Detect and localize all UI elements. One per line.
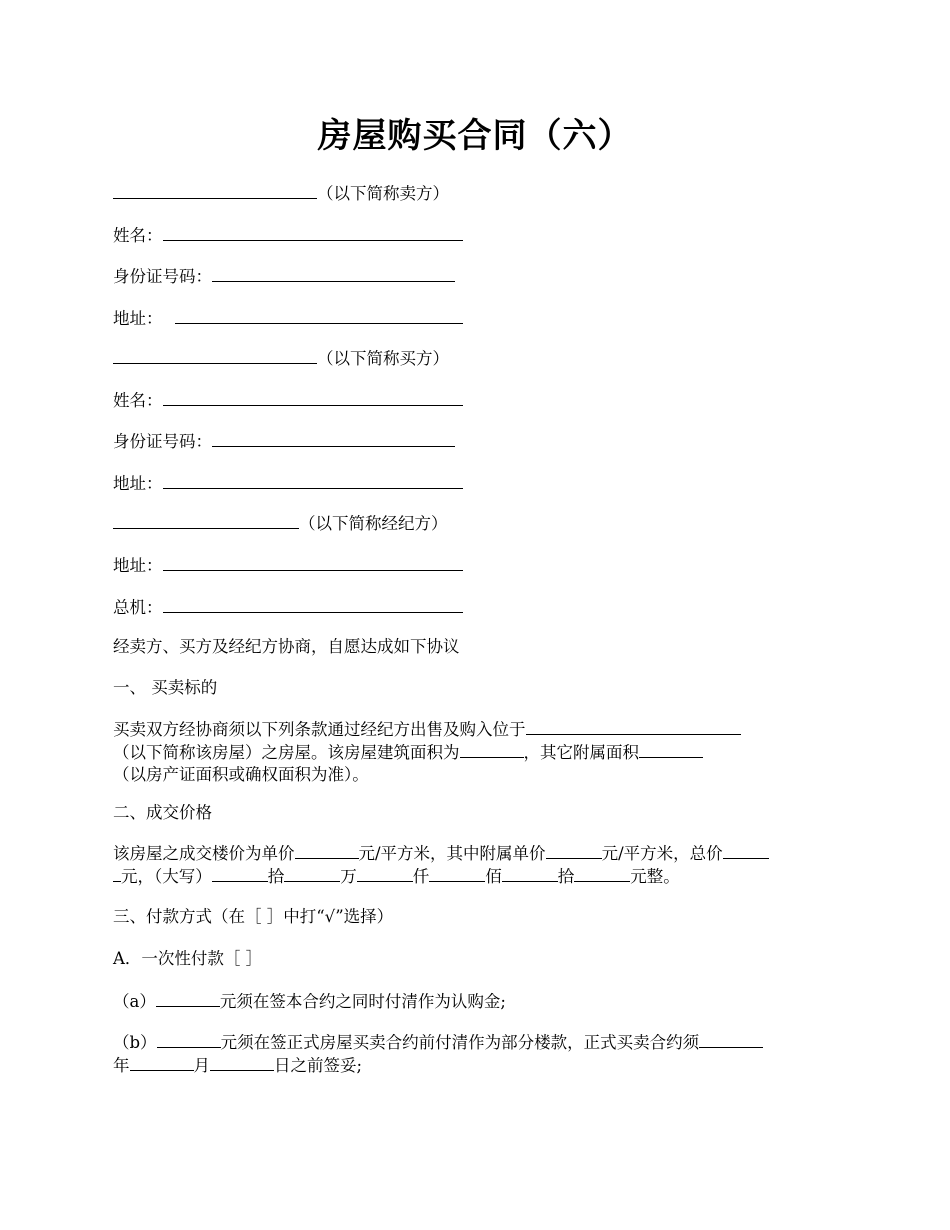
s2-text-d: 元，（大写） <box>121 867 212 886</box>
section-1-line-2 <box>113 740 841 764</box>
buyer-name-blank <box>163 388 463 406</box>
deposit-amount-blank <box>156 989 220 1007</box>
s2-text-f: 万 <box>340 867 357 886</box>
agent-address-label: 地址： <box>113 556 163 575</box>
seller-party-label: （以下简称卖方） <box>317 184 449 203</box>
s1-text-b: （以下简称该房屋）之房屋。该房屋建筑面积为 <box>113 743 460 762</box>
daxie-blank-4 <box>429 864 485 882</box>
s2-text-j: 元整。 <box>630 867 680 886</box>
intro-text: 经卖方、买方及经纪方协商，自愿达成如下协议 <box>113 637 460 656</box>
month-blank <box>130 1053 194 1071</box>
item-a-prefix: （a） <box>113 992 156 1011</box>
year-blank <box>699 1030 763 1048</box>
unit-price-blank <box>295 841 359 859</box>
agent-party-line <box>113 511 841 535</box>
area-blank <box>460 740 524 758</box>
buyer-address-blank <box>163 471 463 489</box>
seller-party-line <box>113 181 841 205</box>
s2-text-i: 拾 <box>557 867 575 886</box>
partial-payment-blank <box>157 1030 221 1048</box>
buyer-name-label: 姓名： <box>113 391 163 410</box>
daxie-blank-6 <box>574 864 630 882</box>
item-a-text: 元须在签本合约之同时付清作为认购金; <box>219 992 506 1011</box>
buyer-id-label: 身份证号码： <box>113 432 212 451</box>
buyer-address-line <box>113 471 841 495</box>
agent-party-label: （以下简称经纪方） <box>299 514 448 533</box>
s2-text-h: 佰 <box>485 867 502 886</box>
buyer-id-blank <box>212 429 455 447</box>
buyer-address-label: 地址： <box>113 474 163 493</box>
agent-phone-label: 总机： <box>113 598 163 617</box>
seller-name-label: 姓名： <box>113 226 163 245</box>
total-price-blank-cont <box>113 864 121 882</box>
year-label: 年 <box>113 1056 130 1075</box>
item-b-prefix: （b） <box>113 1033 157 1052</box>
seller-party-blank <box>113 181 317 199</box>
daxie-blank-3 <box>357 864 413 882</box>
agent-address-blank <box>163 553 463 571</box>
seller-address-line <box>113 306 841 330</box>
seller-name-blank <box>163 223 463 241</box>
s2-text-a: 该房屋之成交楼价为单价 <box>113 844 295 863</box>
s2-text-b: 元/平方米，其中附属单价 <box>358 844 546 863</box>
buyer-id-line <box>113 429 841 453</box>
payment-item-a <box>113 989 841 1013</box>
s2-text-e: 拾 <box>267 867 285 886</box>
seller-name-line <box>113 223 841 247</box>
payment-item-b-line-2 <box>113 1053 841 1077</box>
s2-text-g: 仟 <box>412 867 430 886</box>
daxie-blank-1 <box>212 864 268 882</box>
daxie-blank-2 <box>284 864 340 882</box>
day-label: 日之前签妥; <box>274 1056 363 1075</box>
s1-text-c: ，其它附属面积 <box>523 743 639 762</box>
location-blank <box>526 717 741 735</box>
payment-option-a: A．一次性付款［ ］ <box>113 949 263 968</box>
s2-text-c: 元/平方米，总价 <box>601 844 723 863</box>
section-1-line-3 <box>113 763 841 786</box>
seller-id-line <box>113 264 841 288</box>
section-2-line-1 <box>113 841 841 865</box>
agent-party-blank <box>113 511 299 529</box>
section-2-line-2 <box>113 864 841 888</box>
agent-phone-blank <box>163 595 463 613</box>
day-blank <box>210 1053 274 1071</box>
section-3-heading: 三、付款方式（在［ ］中打“√”选择） <box>113 907 394 926</box>
s1-text-d: （以房产证面积或确权面积为准）。 <box>113 765 369 784</box>
payment-item-b-line-1 <box>113 1030 841 1054</box>
buyer-name-line <box>113 388 841 412</box>
seller-address-label: 地址： <box>113 309 163 328</box>
month-label: 月 <box>193 1056 210 1075</box>
total-price-blank <box>723 841 769 859</box>
section-1-line-1 <box>113 717 841 741</box>
seller-address-blank <box>175 306 463 324</box>
extra-unit-price-blank <box>546 841 602 859</box>
section-1-heading: 一、 买卖标的 <box>113 678 218 697</box>
section-2-heading: 二、成交价格 <box>113 803 212 822</box>
buyer-party-blank <box>113 346 317 364</box>
seller-id-blank <box>212 264 455 282</box>
agent-address-line <box>113 553 841 577</box>
daxie-blank-5 <box>502 864 558 882</box>
document-title: 房屋购买合同（六） <box>317 116 633 156</box>
item-b-text: 元须在签正式房屋买卖合约前付清作为部分楼款，正式买卖合约须 <box>220 1033 700 1052</box>
agent-phone-line <box>113 595 841 619</box>
extra-area-blank <box>639 740 703 758</box>
s1-text-a: 买卖双方经协商须以下列条款通过经纪方出售及购入位于 <box>113 720 526 739</box>
buyer-party-label: （以下简称买方） <box>317 349 449 368</box>
buyer-party-line <box>113 346 841 370</box>
seller-id-label: 身份证号码： <box>113 267 212 286</box>
